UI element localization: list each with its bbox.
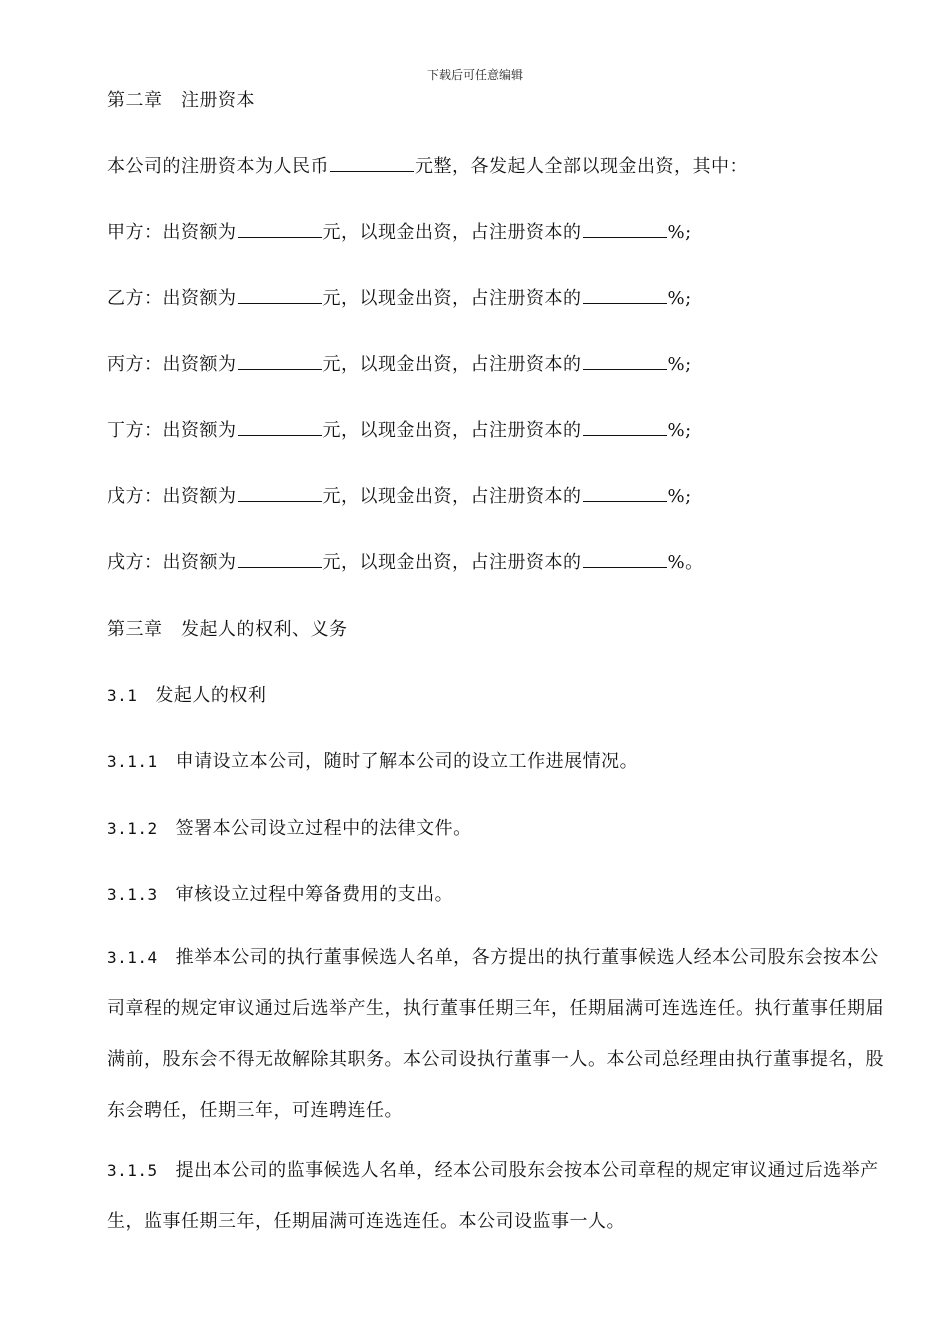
contributor-row xyxy=(107,218,692,244)
item-text: 申请设立本公司，随时了解本公司的设立工作进展情况。 xyxy=(175,751,639,772)
amount-blank[interactable] xyxy=(238,417,322,436)
list-item xyxy=(107,880,453,906)
item-3-1-5-paragraph xyxy=(107,1145,887,1247)
contributor-row xyxy=(107,284,692,310)
chapter-3-title: 第三章 发起人的权利、义务 xyxy=(107,619,348,640)
party-name: 丁方 xyxy=(107,420,144,441)
percent-blank[interactable] xyxy=(583,219,667,238)
contrib-mid: 元，以现金出资，占注册资本的 xyxy=(322,288,582,309)
item-number: 3.1.4 xyxy=(107,948,158,967)
row-end: %; xyxy=(667,288,692,309)
contrib-label: ：出资额为 xyxy=(144,486,237,507)
section-number: 3.1 xyxy=(107,686,138,705)
contrib-label: ：出资额为 xyxy=(144,222,237,243)
capital-amount-blank[interactable] xyxy=(330,153,414,172)
capital-intro xyxy=(107,152,748,178)
contrib-label: ：出资额为 xyxy=(144,552,237,573)
capital-intro-pre: 本公司的注册资本为人民币 xyxy=(107,156,329,177)
party-name: 戊方 xyxy=(107,486,144,507)
item-text: 审核设立过程中筹备费用的支出。 xyxy=(175,884,454,905)
row-end: %; xyxy=(667,420,692,441)
row-end: %; xyxy=(667,354,692,375)
percent-blank[interactable] xyxy=(583,285,667,304)
contributor-row xyxy=(107,482,692,508)
contrib-label: ：出资额为 xyxy=(144,288,237,309)
section-title: 发起人的权利 xyxy=(155,685,267,706)
contrib-mid: 元，以现金出资，占注册资本的 xyxy=(322,222,582,243)
amount-blank[interactable] xyxy=(238,549,322,568)
item-text: 推举本公司的执行董事候选人名单，各方提出的执行董事候选人经本公司股东会按本公司章程的规定审议通过后选举产生，执行董事任期三年，任期届满可连选连任。执行董事任期届满前，股东会不得无故解除其职务。本公司设执行董事一人。本公司总经理由执行董事提名，股东会聘任，任期三年，可连聘连任。 xyxy=(107,947,884,1121)
contrib-mid: 元，以现金出资，占注册资本的 xyxy=(322,354,582,375)
row-end: %; xyxy=(667,222,692,243)
item-number: 3.1.1 xyxy=(107,752,158,771)
item-text: 提出本公司的监事候选人名单，经本公司股东会按本公司章程的规定审议通过后选举产生，监事任期三年，任期届满可连选连任。本公司设监事一人。 xyxy=(107,1160,879,1232)
contrib-mid: 元，以现金出资，占注册资本的 xyxy=(322,552,582,573)
party-name: 戌方 xyxy=(107,552,144,573)
amount-blank[interactable] xyxy=(238,351,322,370)
party-name: 乙方 xyxy=(107,288,144,309)
item-number: 3.1.5 xyxy=(107,1161,158,1180)
capital-intro-post: 元整，各发起人全部以现金出资，其中： xyxy=(415,156,748,177)
contrib-mid: 元，以现金出资，占注册资本的 xyxy=(322,486,582,507)
amount-blank[interactable] xyxy=(238,219,322,238)
percent-blank[interactable] xyxy=(583,351,667,370)
contrib-label: ：出资额为 xyxy=(144,420,237,441)
percent-blank[interactable] xyxy=(583,483,667,502)
contributor-row xyxy=(107,416,692,442)
party-name: 甲方 xyxy=(107,222,144,243)
item-number: 3.1.3 xyxy=(107,885,158,904)
contrib-mid: 元，以现金出资，占注册资本的 xyxy=(322,420,582,441)
item-text: 签署本公司设立过程中的法律文件。 xyxy=(175,818,472,839)
item-3-1-4-paragraph xyxy=(107,932,887,1136)
percent-blank[interactable] xyxy=(583,417,667,436)
chapter-2-title: 第二章 注册资本 xyxy=(107,90,255,111)
contrib-label: ：出资额为 xyxy=(144,354,237,375)
amount-blank[interactable] xyxy=(238,285,322,304)
list-item xyxy=(107,747,638,773)
row-end: %; xyxy=(667,486,692,507)
list-item xyxy=(107,814,472,840)
section-3-1-heading xyxy=(107,681,266,707)
amount-blank[interactable] xyxy=(238,483,322,502)
row-end: %。 xyxy=(667,552,704,573)
contributor-row xyxy=(107,548,704,574)
percent-blank[interactable] xyxy=(583,549,667,568)
item-number: 3.1.2 xyxy=(107,819,158,838)
header-note: 下载后可任意编辑 xyxy=(426,68,523,82)
contributor-row xyxy=(107,350,692,376)
party-name: 丙方 xyxy=(107,354,144,375)
